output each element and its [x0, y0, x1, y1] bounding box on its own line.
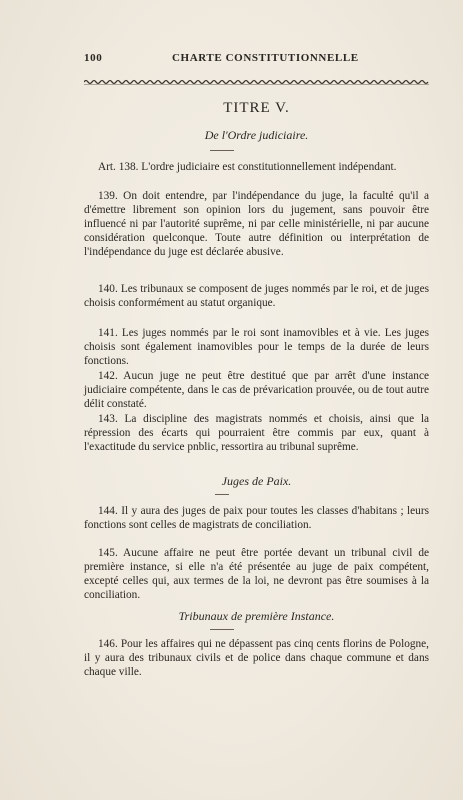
- article-142: [84, 369, 429, 411]
- section-heading-tribunaux: Tribunaux de première Instance.: [178, 609, 335, 623]
- article-143: [84, 412, 429, 454]
- article-143-text: 143. La discipline des magistrats nommés et choisis, ainsi que la répression des écarts qui pourraient être commis par eux, quant à l'exactitude du service pnblic, ressortira au tribunal suprême.: [84, 413, 429, 453]
- divider: [210, 629, 234, 630]
- article-144: [84, 504, 429, 532]
- article-141: [84, 326, 429, 368]
- article-146: [84, 637, 429, 679]
- article-140: [84, 282, 429, 310]
- article-139-text: 139. On doit entendre, par l'indépendance du juge, la faculté qu'il a d'émettre librement son opinion lors du jugement, sans pouvoir être influencé ni par l'autorité suprême, ni par celle ministérielle, ni par aucune considération quelconque. Toute autre définition ou interprétation de l'indépendance du juge est déclarée abusive.: [84, 190, 429, 258]
- divider: [215, 494, 229, 495]
- article-138-text: Art. 138. L'ordre judiciaire est constitutionnellement indépendant.: [98, 161, 397, 173]
- decorative-ornament-rule: [84, 78, 429, 86]
- article-144-text: 144. Il y aura des juges de paix pour toutes les classes d'habitans ; leurs fonctions sont celles de magistrats de conciliation.: [84, 505, 429, 531]
- article-142-text: 142. Aucun juge ne peut être destitué que par arrêt d'une instance judiciaire compétente, dans le cas de prévarication prouvée, ou de tout autre délit constaté.: [84, 370, 429, 410]
- running-header: [84, 52, 429, 68]
- article-138: [84, 160, 429, 174]
- article-140-text: 140. Les tribunaux se composent de juges nommés par le roi, et de juges choisis conformément au statut organique.: [84, 283, 429, 309]
- page-number: 100: [84, 52, 103, 64]
- section-heading-juges-de-paix: Juges de Paix.: [221, 474, 292, 488]
- article-145-text: 145. Aucune affaire ne peut être portée devant un tribunal civil de première instance, si elle n'a été présentée au juge de paix compétent, excepté celles qui, aux termes de la loi, ne devront pas être soumises à la conciliation.: [84, 547, 429, 601]
- running-title: CHARTE CONSTITUTIONNELLE: [172, 52, 359, 64]
- article-146-text: 146. Pour les affaires qui ne dépassent pas cinq cents florins de Pologne, il y aura des tribunaux civils et de police dans chaque commune et dans chaque ville.: [84, 638, 429, 678]
- title-heading: TITRE V.: [223, 100, 290, 116]
- section-heading-ordre: De l'Ordre judiciaire.: [204, 128, 309, 142]
- article-145: [84, 546, 429, 602]
- article-141-text: 141. Les juges nommés par le roi sont inamovibles et à vie. Les juges choisis sont également inamovibles pour le temps de la durée de leurs fonctions.: [84, 327, 429, 367]
- article-139: [84, 189, 429, 259]
- divider: [210, 150, 234, 151]
